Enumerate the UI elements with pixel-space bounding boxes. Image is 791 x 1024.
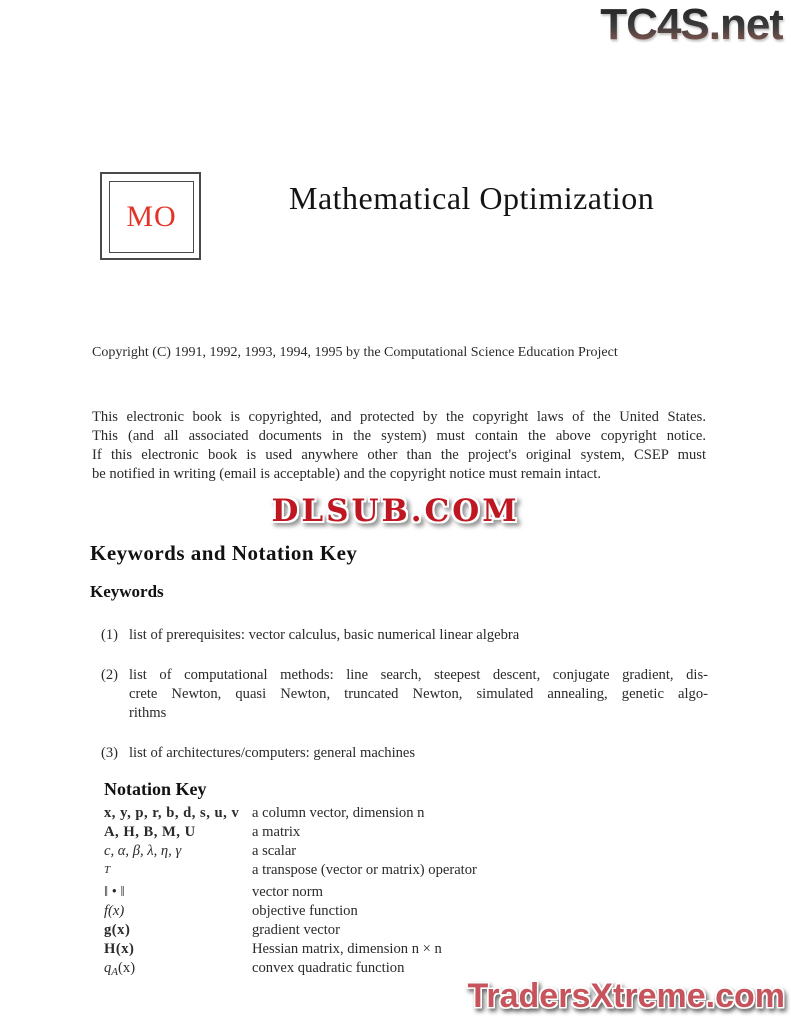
list-item-number: (3)	[101, 745, 119, 761]
list-item-text	[129, 626, 708, 645]
page-title: Mathematical Optimization	[289, 180, 655, 216]
copyright-notice-paragraph	[92, 408, 706, 484]
table-row	[104, 861, 704, 883]
list-item	[101, 744, 708, 763]
notation-description: Hessian matrix, dimension n × n	[252, 941, 442, 957]
list-item-text	[129, 744, 708, 763]
notice-line: This (and all associated documents in the system) must contain the above copyright notice.	[92, 428, 706, 444]
table-row	[104, 804, 704, 823]
mo-logo-inner-frame	[109, 181, 194, 253]
keywords-list	[101, 626, 708, 763]
notice-line: This electronic book is copyrighted, and protected by the copyright laws of the United States.	[92, 409, 706, 425]
notation-symbol: A, H, B, M, U	[104, 824, 196, 840]
tradersxtreme-watermark: TradersXtreme.com	[467, 977, 785, 1015]
table-row	[104, 902, 704, 921]
subsection-heading-keywords: Keywords	[90, 582, 164, 601]
notation-symbol: H(x)	[104, 941, 135, 957]
notation-symbol: c, α, β, λ, η, γ	[104, 843, 182, 859]
notation-table	[104, 804, 704, 982]
notation-symbol-rest: (x)	[118, 960, 136, 976]
notation-description: objective function	[252, 903, 358, 919]
list-item-line: rithms	[129, 705, 167, 721]
list-item	[101, 666, 708, 723]
notation-symbol: ‖ • ‖	[104, 884, 125, 900]
copyright-line: Copyright (C) 1991, 1992, 1993, 1994, 1995 by the Computational Science Education Project	[92, 345, 618, 360]
table-row	[104, 940, 704, 959]
notation-description: a column vector, dimension n	[252, 805, 425, 821]
notation-description: gradient vector	[252, 922, 340, 938]
notation-description: a matrix	[252, 824, 301, 840]
mo-logo-text: MO	[126, 200, 177, 233]
list-item	[101, 626, 708, 645]
list-item-line: list of architectures/computers: general machines	[129, 745, 416, 761]
notation-symbol-main: q	[104, 960, 112, 976]
dlsub-watermark: DLSUB.COM	[271, 493, 520, 529]
section-heading-keywords-and-notation-key: Keywords and Notation Key	[90, 541, 358, 565]
table-row	[104, 823, 704, 842]
list-item-text	[129, 666, 708, 723]
table-row	[104, 883, 704, 902]
notation-symbol	[104, 959, 252, 982]
list-item-number: (1)	[101, 627, 119, 643]
notation-symbol: T	[104, 864, 111, 876]
table-row	[104, 842, 704, 861]
list-item-number: (2)	[101, 667, 119, 683]
tc4s-watermark: TC4S.net	[600, 0, 783, 49]
list-item-line: list of computational methods: line search, steepest descent, conjugate gradient, dis-	[129, 667, 708, 683]
subsection-heading-notation-key: Notation Key	[104, 779, 207, 799]
notice-line: be notified in writing (email is acceptable) and the copyright notice must remain intact.	[92, 466, 601, 482]
table-row	[104, 921, 704, 940]
notation-description: vector norm	[252, 884, 323, 900]
notation-description: convex quadratic function	[252, 960, 405, 976]
list-item-line: list of prerequisites: vector calculus, basic numerical linear algebra	[129, 627, 520, 643]
notation-symbol: x, y, p, r, b, d, s, u, v	[104, 805, 240, 821]
notation-description: a transpose (vector or matrix) operator	[252, 862, 477, 878]
notation-symbol: f(x)	[104, 903, 125, 919]
list-item-line: crete Newton, quasi Newton, truncated Newton, simulated annealing, genetic algo-	[129, 686, 708, 702]
notation-symbol-subscript: A	[111, 966, 119, 978]
mo-logo	[100, 172, 201, 260]
notice-line: If this electronic book is used anywhere other than the project's original system, CSEP must	[92, 447, 706, 463]
notation-symbol: g(x)	[104, 922, 131, 938]
notation-description: a scalar	[252, 843, 297, 859]
